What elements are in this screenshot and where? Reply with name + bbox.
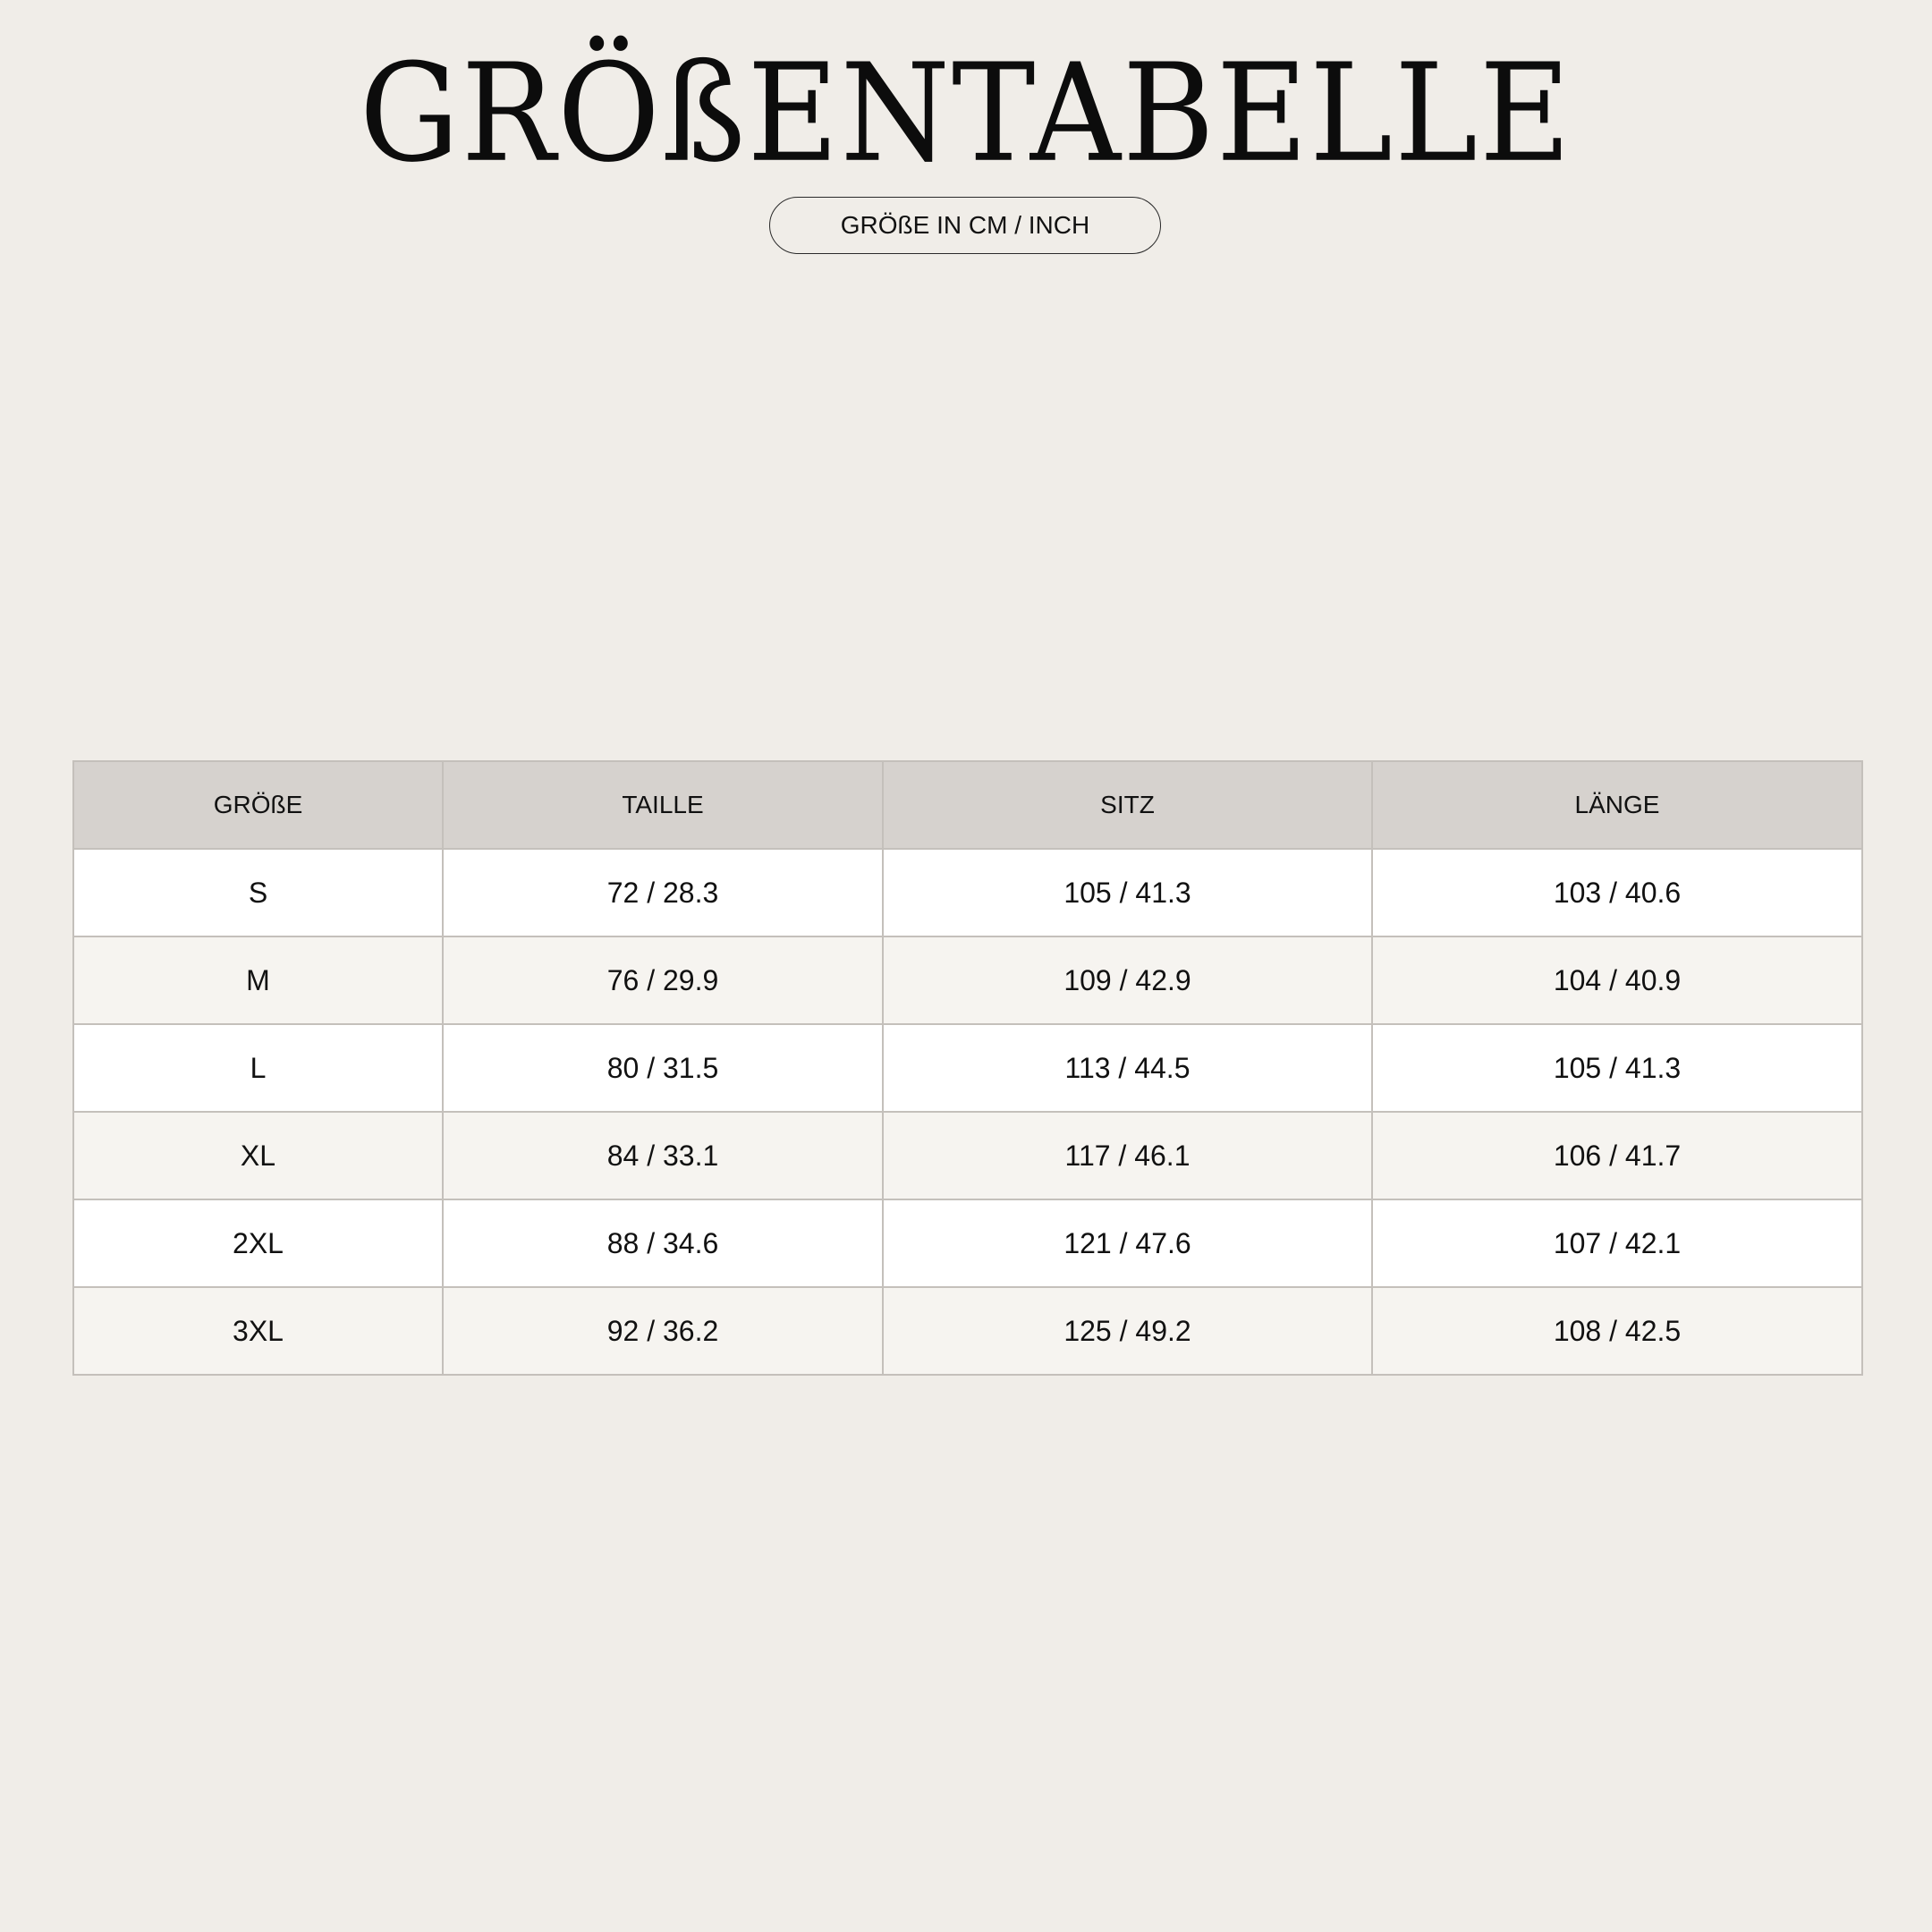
- waist-cell: 92 / 36.2: [443, 1287, 883, 1375]
- size-cell: S: [73, 849, 443, 936]
- hip-cell: 125 / 49.2: [883, 1287, 1372, 1375]
- table-row: [73, 936, 1862, 1024]
- table-row: [73, 1112, 1862, 1199]
- page-title: GRÖßENTABELLE: [359, 35, 1573, 193]
- waist-cell: 84 / 33.1: [443, 1112, 883, 1199]
- column-header-waist: TAILLE: [443, 761, 883, 849]
- table-row: [73, 1287, 1862, 1375]
- waist-cell: 76 / 29.9: [443, 936, 883, 1024]
- length-cell: 108 / 42.5: [1372, 1287, 1862, 1375]
- size-cell: M: [73, 936, 443, 1024]
- waist-cell: 72 / 28.3: [443, 849, 883, 936]
- size-cell: 2XL: [73, 1199, 443, 1287]
- hip-cell: 117 / 46.1: [883, 1112, 1372, 1199]
- unit-badge: GRÖßE IN CM / INCH: [769, 197, 1161, 254]
- size-cell: 3XL: [73, 1287, 443, 1375]
- length-cell: 103 / 40.6: [1372, 849, 1862, 936]
- length-cell: 104 / 40.9: [1372, 936, 1862, 1024]
- table-row: [73, 1024, 1862, 1112]
- size-cell: L: [73, 1024, 443, 1112]
- table-header-row: [73, 761, 1862, 849]
- hip-cell: 109 / 42.9: [883, 936, 1372, 1024]
- length-cell: 106 / 41.7: [1372, 1112, 1862, 1199]
- column-header-size: GRÖßE: [73, 761, 443, 849]
- column-header-hip: SITZ: [883, 761, 1372, 849]
- waist-cell: 88 / 34.6: [443, 1199, 883, 1287]
- size-table: [72, 760, 1863, 1376]
- length-cell: 105 / 41.3: [1372, 1024, 1862, 1112]
- length-cell: 107 / 42.1: [1372, 1199, 1862, 1287]
- size-cell: XL: [73, 1112, 443, 1199]
- hip-cell: 121 / 47.6: [883, 1199, 1372, 1287]
- waist-cell: 80 / 31.5: [443, 1024, 883, 1112]
- column-header-length: LÄNGE: [1372, 761, 1862, 849]
- table-row: [73, 849, 1862, 936]
- hip-cell: 105 / 41.3: [883, 849, 1372, 936]
- hip-cell: 113 / 44.5: [883, 1024, 1372, 1112]
- table-row: [73, 1199, 1862, 1287]
